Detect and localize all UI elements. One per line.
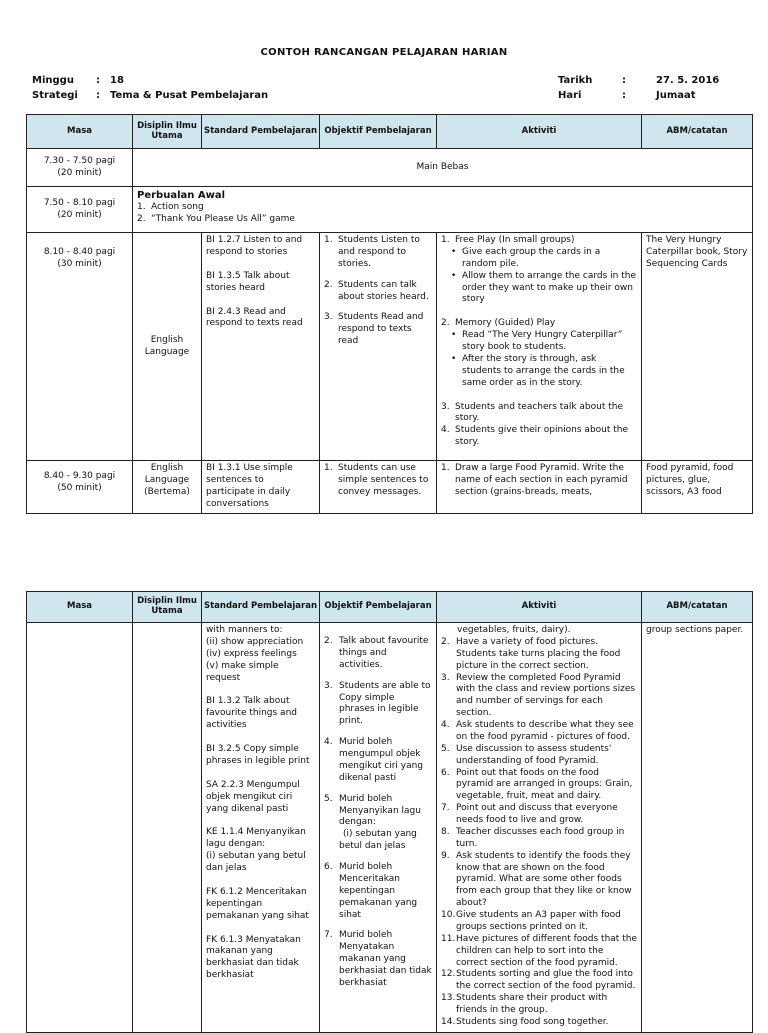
standard-sub: (iv) express feelings: [206, 648, 297, 659]
list-item: [324, 862, 432, 921]
list-item: • Allow them to arrange the cards in the order they want to make up their own story: [451, 271, 637, 307]
item-number: 8.: [441, 826, 450, 837]
strategi-colon: :: [96, 90, 100, 101]
list-item: • Read “The Very Hungry Caterpillar” story book to students.: [451, 330, 637, 354]
list-item: [324, 463, 432, 499]
tarikh-value: 27. 5. 2016: [656, 75, 720, 86]
list-item: [441, 827, 637, 851]
objective-list: [324, 636, 432, 990]
activity-list: [441, 637, 637, 1029]
item-text: Students can use simple sentences to convey messages.: [338, 463, 429, 497]
duration: (20 minit): [57, 167, 102, 178]
activity-cell: [437, 233, 642, 461]
item-text: Students share their product with friends in the group.: [456, 993, 608, 1015]
tarikh-colon: :: [622, 75, 626, 86]
list-item: [441, 969, 637, 993]
item-text: Students Read and respond to texts read: [338, 312, 424, 347]
table-row: [27, 149, 753, 187]
item-number: 7.: [324, 930, 333, 941]
meta-minggu: [32, 74, 124, 87]
item-number: 12.: [441, 969, 456, 980]
table-row: [27, 187, 753, 233]
item-text: Students Listen to and respond to stories.: [338, 235, 420, 269]
standard-item: BI 1.3.2 Talk about favourite things and activities: [206, 696, 297, 731]
item-text: Use discussion to assess students' understanding of food Pyramid.: [456, 743, 612, 766]
list-item: [441, 318, 637, 330]
item-text: Give students an A3 paper with food groups sections printed on it.: [456, 910, 621, 932]
list-item: [324, 681, 432, 729]
duration: (50 minit): [57, 482, 102, 493]
list-item: [324, 235, 432, 271]
item-number: 3.: [441, 401, 450, 412]
page-title: CONTOH RANCANGAN PELAJARAN HARIAN: [260, 47, 508, 58]
standard-item: SA 2.2.3 Mengumpul objek mengikut ciri yang dikenal pasti: [206, 779, 300, 814]
list-item: [441, 993, 637, 1017]
discipline-cell: English Language (Bertema): [133, 461, 202, 514]
item-number: 1.: [324, 235, 333, 245]
standard-item: FK 6.1.2 Menceritakan kepentingan pemakanan yang sihat: [206, 886, 309, 921]
item-text: Have pictures of different foods that the children can help to sort into the correct section of the food pyramid.: [456, 933, 637, 968]
perbualan-cell: [133, 187, 753, 233]
list-item: [324, 312, 432, 348]
standard-cell: [202, 623, 320, 1033]
item-number: 2.: [324, 636, 333, 646]
header-aktiviti: Aktiviti: [437, 115, 642, 149]
list-item: [324, 636, 432, 672]
header-abm: ABM/catatan: [642, 592, 753, 623]
meta-hari: [558, 89, 696, 102]
list-item: [137, 214, 748, 226]
perbualan-heading: Perbualan Awal: [137, 190, 225, 201]
item-number: 2.: [137, 214, 146, 225]
standard-item: BI 1.2.7 Listen to and respond to stories: [206, 235, 303, 257]
item-number: 2.: [324, 279, 333, 290]
item-text: Action song: [151, 202, 204, 213]
item-number: 3.: [441, 672, 450, 683]
item-number: 5.: [441, 743, 450, 754]
item-text: Students and teachers talk about the story.: [455, 401, 624, 424]
time: 8.40 - 9.30 pagi: [43, 471, 116, 481]
list-item: [441, 720, 637, 744]
item-text: Talk about favourite things and activities.: [339, 636, 429, 670]
item-number: 6.: [441, 767, 450, 778]
main-bebas-cell: Main Bebas: [133, 149, 753, 187]
header-masa: Masa: [27, 115, 133, 149]
item-text: Teacher discusses each food group in turn.: [456, 826, 625, 849]
standard-intro: with manners to:: [206, 625, 283, 635]
activity-list: [441, 402, 637, 450]
item-number: 10.: [441, 910, 456, 920]
header-row: [27, 115, 753, 149]
header-row: [27, 592, 753, 623]
standard-item: BI 3.2.5 Copy simple phrases in legible print: [206, 744, 310, 766]
activity-cell: [437, 461, 642, 514]
abm-cell: The Very Hungry Caterpillar book, Story Sequencing Cards: [642, 233, 753, 461]
hari-colon: :: [622, 90, 626, 101]
list-item: [441, 934, 637, 970]
item-text: Students give their opinions about the story.: [455, 425, 629, 448]
list-item: [324, 280, 432, 304]
item-number: 4.: [324, 737, 333, 748]
item-number: 4.: [441, 425, 450, 436]
perbualan-list: [137, 202, 748, 226]
list-item: [441, 402, 637, 426]
time-cell: [27, 149, 133, 187]
item-number: 4.: [441, 720, 450, 730]
list-item: [441, 425, 637, 449]
item-text: Memory (Guided) Play: [455, 318, 556, 329]
hari-label: Hari: [558, 90, 582, 101]
item-text: Students can talk about stories heard.: [338, 279, 429, 302]
item-number: 14.: [441, 1016, 456, 1027]
hari-value: Jumaat: [656, 90, 696, 101]
list-item: [441, 1017, 637, 1029]
item-text: Draw a large Food Pyramid. Write the name of each section in each pyramid section (grains-breads, meats,: [455, 463, 628, 497]
item-sub: (i) sebutan yang betul dan jelas: [339, 829, 417, 852]
time-cell: [27, 461, 133, 514]
time: 8.10 - 8.40 pagi: [43, 247, 116, 257]
time-cell: [27, 623, 133, 1033]
item-number: 1.: [137, 202, 146, 213]
list-item: [324, 794, 432, 853]
list-item: • After the story is through, ask students to arrange the cards in the same order as in the story.: [451, 354, 637, 390]
duration: (20 minit): [57, 209, 102, 220]
item-text: Murid boleh Menyatakan makanan yang berkhasiat dan tidak berkhasiat: [339, 930, 432, 988]
meta-strategi: [32, 89, 268, 102]
header-standard: Standard Pembelajaran: [202, 592, 320, 623]
list-item: [441, 851, 637, 910]
bullet-list: [441, 330, 637, 389]
duration: (30 minit): [57, 258, 102, 269]
time: 7.30 - 7.50 pagi: [43, 155, 116, 166]
item-text: Murid boleh Menceritakan kepentingan pemakanan yang sihat: [339, 862, 418, 920]
header-abm: ABM/catatan: [642, 115, 753, 149]
list-item: [441, 673, 637, 721]
activity-intro: vegetables, fruits, dairy).: [457, 625, 571, 635]
item-text: Students sorting and glue the food into the correct section of the food pyramid.: [456, 969, 636, 992]
standard-item: FK 6.1.3 Menyatakan makanan yang berkhasiat dan tidak berkhasiat: [206, 934, 301, 981]
time-cell: [27, 233, 133, 461]
item-text: Students sing food song together.: [456, 1016, 609, 1027]
abm-cell: Food pyramid, food pictures, glue, scissors, A3 food: [642, 461, 753, 514]
header-objektif: Objektif Pembelajaran: [320, 115, 437, 149]
objective-list: [324, 235, 432, 348]
item-text: Murid boleh Menyanyikan lagu dengan:: [339, 793, 421, 828]
list-item: [441, 463, 637, 499]
item-number: 1.: [441, 235, 450, 245]
standard-cell: BI 1.3.1 Use simple sentences to participate in daily conversations: [202, 461, 320, 514]
item-text: “Thank You Please Us All” game: [151, 214, 295, 225]
item-text: Have a variety of food pictures. Students take turns placing the food picture in the correct section.: [456, 636, 621, 671]
list-item: [441, 744, 637, 768]
standard-sub: (ii) show appreciation: [206, 636, 304, 647]
discipline-cell: English Language: [133, 233, 202, 461]
minggu-colon: :: [96, 75, 100, 86]
list-item: [441, 637, 637, 673]
objective-list: [324, 463, 432, 499]
list-item: • Give each group the cards in a random pile.: [451, 247, 637, 271]
item-number: 2.: [441, 318, 450, 329]
lesson-table-page2: [26, 591, 753, 1033]
header-objektif: Objektif Pembelajaran: [320, 592, 437, 623]
list-item: [324, 737, 432, 785]
standard-item: (i) sebutan yang betul dan jelas: [206, 851, 306, 873]
minggu-label: Minggu: [32, 75, 74, 86]
list-item: [441, 803, 637, 827]
strategi-value: Tema & Pusat Pembelajaran: [110, 90, 269, 101]
item-text: Review the completed Food Pyramid with the class and review portions sizes and number of servings for each section.: [456, 672, 636, 719]
table-row: [27, 233, 753, 461]
item-number: 11.: [441, 933, 456, 944]
standard-item: BI 2.4.3 Read and respond to texts read: [206, 306, 303, 329]
objective-cell: [320, 623, 437, 1033]
item-text: Ask students to describe what they see on the food pyramid - pictures of food.: [456, 720, 634, 742]
strategi-label: Strategi: [32, 90, 78, 101]
standard-cell: [202, 233, 320, 461]
header-disiplin: Disiplin Ilmu Utama: [133, 592, 202, 623]
item-number: 7.: [441, 803, 450, 814]
item-number: 2.: [441, 636, 450, 647]
standard-sub: (v) make simple request: [206, 660, 279, 683]
item-number: 1.: [324, 463, 333, 473]
item-text: Ask students to identify the foods they know that are shown on the food pyramid. What are some other foods from each group that they like or know about?: [456, 850, 632, 909]
objective-cell: [320, 461, 437, 514]
header-aktiviti: Aktiviti: [437, 592, 642, 623]
item-number: 1.: [441, 463, 450, 473]
activity-list: [441, 318, 637, 330]
item-number: 6.: [324, 862, 333, 872]
bullet-list: [441, 247, 637, 306]
item-number: 3.: [324, 680, 333, 691]
item-text: Point out that foods on the food pyramid are arranged in groups: Grain, vegetable, fruit, meat and dairy.: [456, 767, 633, 802]
header-disiplin: Disiplin Ilmu Utama: [133, 115, 202, 149]
item-text: Murid boleh mengumpul objek mengikut ciri yang dikenal pasti: [339, 737, 424, 783]
item-number: 5.: [324, 793, 333, 804]
standard-item: KE 1.1.4 Menyanyikan lagu dengan:: [206, 827, 306, 850]
standard-item: BI 1.3.5 Talk about stories heard: [206, 270, 290, 293]
item-text: Free Play (In small groups): [455, 235, 575, 245]
time-cell: [27, 187, 133, 233]
tarikh-label: Tarikh: [558, 75, 593, 86]
item-number: 9.: [441, 850, 450, 861]
header-masa: Masa: [27, 592, 133, 623]
table-row: [27, 623, 753, 1033]
discipline-cell: [133, 623, 202, 1033]
list-item: [441, 910, 637, 934]
item-text: Point out and discuss that everyone needs food to live and grow.: [456, 803, 618, 825]
item-number: 3.: [324, 312, 333, 323]
list-item: [441, 235, 637, 247]
time: 7.50 - 8.10 pagi: [43, 197, 116, 208]
lesson-table-page1: [26, 114, 753, 514]
objective-cell: [320, 233, 437, 461]
list-item: [324, 930, 432, 989]
table-row: [27, 461, 753, 514]
activity-list: [441, 235, 637, 247]
activity-cell: [437, 623, 642, 1033]
item-number: 13.: [441, 993, 456, 1004]
header-standard: Standard Pembelajaran: [202, 115, 320, 149]
abm-cell: group sections paper.: [642, 623, 753, 1033]
meta-tarikh: [558, 74, 719, 87]
minggu-value: 18: [110, 75, 124, 86]
list-item: [441, 768, 637, 804]
activity-list: [441, 463, 637, 499]
list-item: [137, 202, 748, 214]
item-text: Students are able to Copy simple phrases in legible print.: [339, 680, 431, 727]
